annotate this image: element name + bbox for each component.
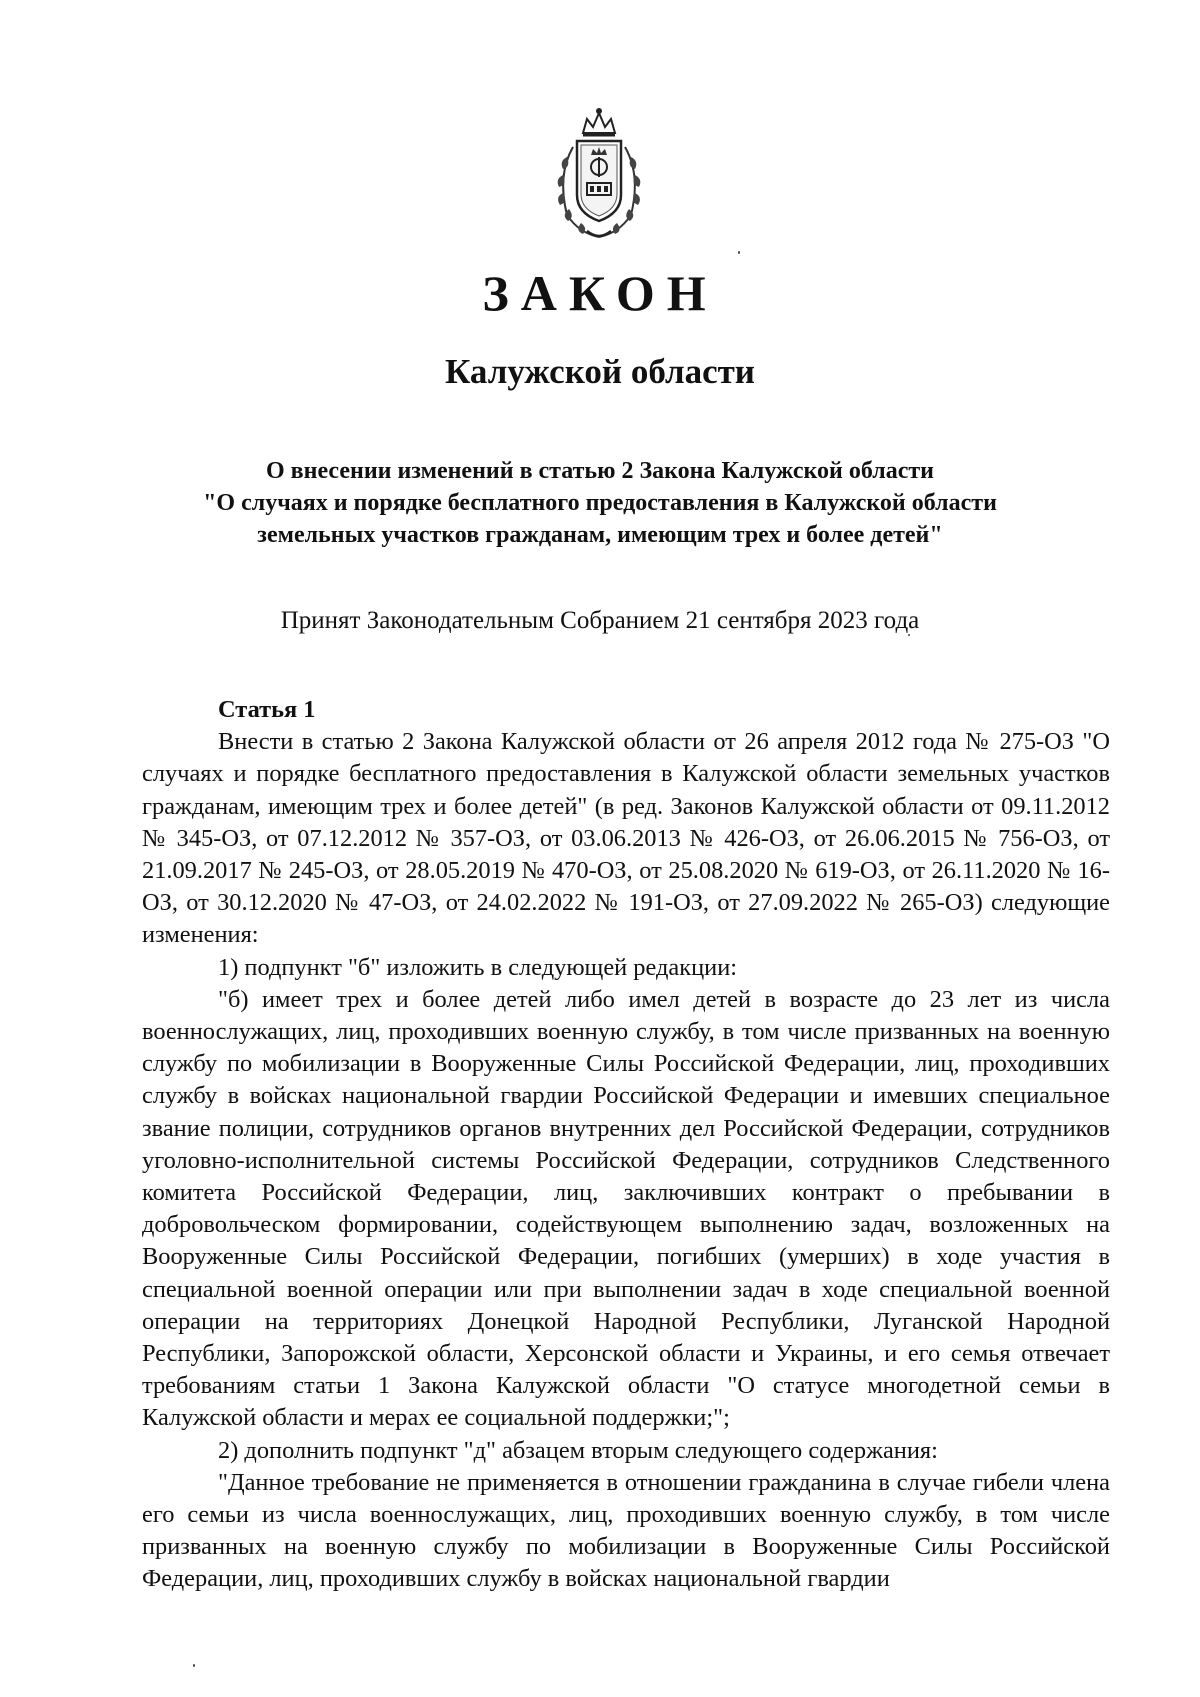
article-item: 2) дополнить подпункт "д" абзацем вторым следующего содержания: — [218, 1436, 938, 1464]
article-body — [142, 694, 1110, 1596]
subject-line: О внесении изменений в статью 2 Закона Калужской области — [265, 458, 935, 484]
law-subject — [140, 455, 1060, 551]
article-item-text: "Данное требование не применяется в отношении гражданина в случае гибели члена его семьи из числа военнослужащих, лиц, проходивших военную службу, в том числе призванных на военную службу по мобилизации в Вооруженные Силы Российской Федерации, лиц, проходивших службу в войсках национальной гвардии — [142, 1468, 1110, 1593]
article-item: 1) подпункт "б" изложить в следующей редакции: — [218, 953, 738, 981]
article-item-text: "б) имеет трех и более детей либо имел детей в возрасте до 23 лет из числа военнослужащих, лиц, проходивших военную службу, в том числе призванных на военную службу по мобилизации в Вооруженные Силы Российской Федерации, лиц, проходивших службу в войсках национальной гвардии Российской Федерации и имевших специальное звание полиции, сотрудников органов внутренних дел Российской Федерации, сотрудников уголовно-исполнительной системы Российской Федерации, сотрудников Следственного комитета Российской Федерации, лиц, заключивших контракт о пребывании в добровольческом формировании, содействующем выполнению задач, возложенных на Вооруженные Силы Российской Федерации, погибших (умерших) в ходе участия в специальной военной операции или при выполнении задач в ходе специальной военной операции на территориях Донецкой Народной Республики, Луганской Народной Республики, Запорожской области, Херсонской области и Украины, и его семья отвечает требованиям статьи 1 Закона Калужской области "О статусе многодетной семьи в Калужской области и мерах ее социальной поддержки;"; — [142, 985, 1110, 1432]
law-title: ЗАКОН — [482, 265, 718, 321]
scan-speck — [908, 634, 910, 636]
subject-line: земельных участков гражданам, имеющим трех и более детей" — [257, 522, 943, 548]
adoption-date-line: Принят Законодательным Собранием 21 сентября 2023 года — [280, 607, 920, 634]
subject-line: "О случаях и порядке бесплатного предоставления в Калужской области — [203, 490, 997, 516]
scan-speck — [738, 251, 740, 254]
article-intro: Внести в статью 2 Закона Калужской области от 26 апреля 2012 года № 275-ОЗ "О случаях и порядке бесплатного предоставления в Калужской области земельных участков гражданам, имеющим трех и более детей" (в ред. Законов Калужской области от 09.11.2012 № 345-ОЗ, от 07.12.2012 № 357-ОЗ, от 03.06.2013 № 426-ОЗ, от 26.06.2015 № 756-ОЗ, от 21.09.2017 № 245-ОЗ, от 28.05.2019 № 470-ОЗ, от 25.08.2020 № 619-ОЗ, от 26.11.2020 № 16-ОЗ, от 30.12.2020 № 47-ОЗ, от 24.02.2022 № 191-ОЗ, от 27.09.2022 № 265-ОЗ) следующие изменения: — [142, 728, 1110, 949]
region-title: Калужской области — [445, 352, 755, 391]
article-heading: Статья 1 — [218, 696, 316, 723]
scan-speck — [193, 1664, 195, 1667]
coat-of-arms-icon — [543, 105, 655, 242]
